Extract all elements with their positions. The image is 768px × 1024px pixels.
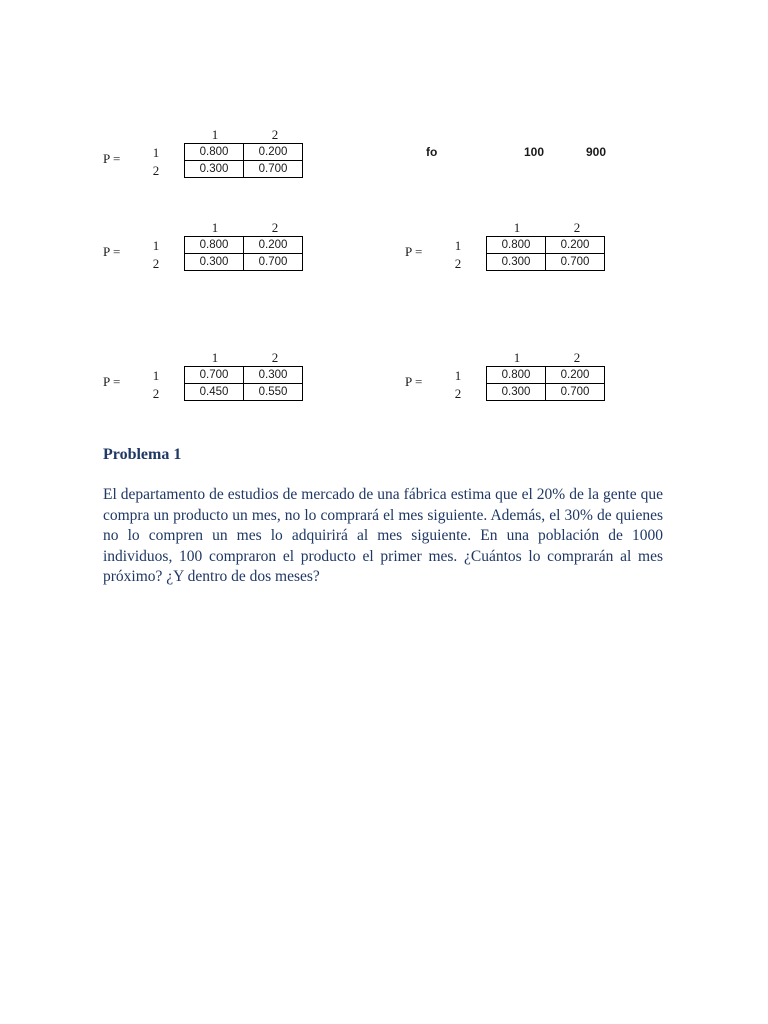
row-label: 2 [454, 386, 462, 401]
matrix-grid [184, 236, 303, 271]
p-label: P = [405, 244, 423, 259]
row-label: 1 [152, 238, 160, 253]
matrix-p-5 [405, 351, 725, 411]
matrix-row [185, 237, 303, 254]
initial-vector-value: 900 [586, 145, 607, 159]
matrix-row [185, 254, 303, 271]
matrix-cell: 0.700 [244, 254, 303, 271]
column-label: 1 [211, 127, 219, 142]
matrix-grid [184, 143, 303, 178]
row-label: 1 [152, 368, 160, 383]
column-label: 2 [271, 220, 279, 235]
column-label: 1 [513, 220, 521, 235]
matrix-p-3 [405, 221, 725, 281]
matrix-p-2 [103, 221, 423, 281]
matrix-cell: 0.200 [546, 237, 605, 254]
problem-title: Problema 1 [103, 446, 182, 463]
row-label: 2 [152, 256, 160, 271]
matrix-cell: 0.300 [244, 367, 303, 384]
row-label: 1 [454, 368, 462, 383]
matrix-cell: 0.300 [185, 161, 244, 178]
matrix-cell: 0.800 [185, 144, 244, 161]
p-label: P = [405, 374, 423, 389]
matrix-row [487, 367, 605, 384]
matrix-row [487, 254, 605, 271]
matrix-row [185, 367, 303, 384]
matrix-row [487, 384, 605, 401]
matrix-row [185, 384, 303, 401]
matrix-cell: 0.700 [546, 384, 605, 401]
problem-text: El departamento de estudios de mercado de una fábrica estima que el 20% de la gente que compra un producto un mes, no lo comprará el mes siguiente. Además, el 30% de quienes no lo compren un mes lo adquirirá al mes siguiente. En una población de 1000 individuos, 100 compraron el producto el primer mes. ¿Cuántos lo comprarán al mes próximo? ¿Y dentro de dos meses? [103, 486, 663, 585]
column-label: 2 [573, 350, 581, 365]
p-label: P = [103, 374, 121, 389]
matrix-cell: 0.700 [244, 161, 303, 178]
initial-vector-value: 100 [524, 145, 545, 159]
p-label: P = [103, 151, 121, 166]
row-label: 2 [454, 256, 462, 271]
column-label: 1 [513, 350, 521, 365]
matrix-grid [486, 366, 605, 401]
matrix-cell: 0.200 [244, 237, 303, 254]
matrix-grid [184, 366, 303, 401]
row-label: 1 [454, 238, 462, 253]
column-label: 1 [211, 350, 219, 365]
column-label: 1 [211, 220, 219, 235]
matrix-cell: 0.200 [546, 367, 605, 384]
matrix-row [487, 237, 605, 254]
matrix-cell: 0.800 [185, 237, 244, 254]
p-label: P = [103, 244, 121, 259]
matrix-cell: 0.200 [244, 144, 303, 161]
matrix-cell: 0.800 [487, 237, 546, 254]
row-label: 2 [152, 386, 160, 401]
matrix-cell: 0.450 [185, 384, 244, 401]
column-label: 2 [271, 350, 279, 365]
matrix-p-4 [103, 351, 423, 411]
column-label: 2 [573, 220, 581, 235]
matrix-cell: 0.700 [546, 254, 605, 271]
matrix-cell: 0.300 [185, 254, 244, 271]
matrix-p-1 [103, 128, 423, 188]
matrix-cell: 0.300 [487, 254, 546, 271]
initial-vector-label: fo [426, 145, 438, 159]
matrix-cell: 0.300 [487, 384, 546, 401]
matrix-cell: 0.800 [487, 367, 546, 384]
matrix-row [185, 161, 303, 178]
matrix-row [185, 144, 303, 161]
row-label: 2 [152, 163, 160, 178]
matrix-grid [486, 236, 605, 271]
row-label: 1 [152, 145, 160, 160]
matrix-cell: 0.700 [185, 367, 244, 384]
matrix-cell: 0.550 [244, 384, 303, 401]
column-label: 2 [271, 127, 279, 142]
